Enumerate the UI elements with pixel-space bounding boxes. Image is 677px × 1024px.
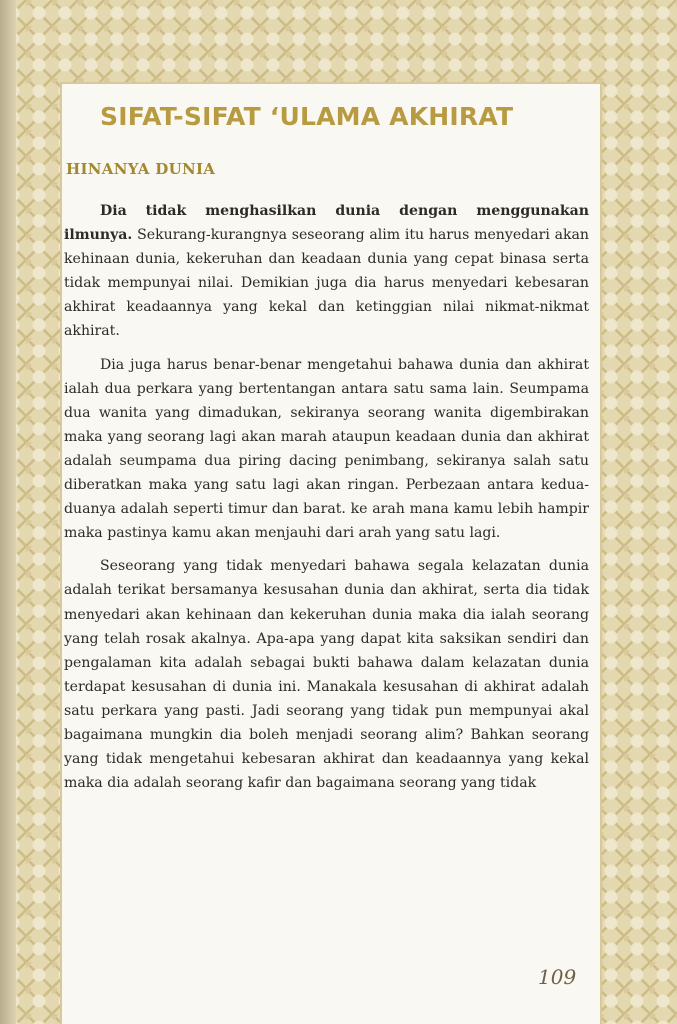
paragraph-3-text: Seseorang yang tidak menyedari bahawa segala kelazatan dunia adalah terikat bersamanya kesusahan dunia dan akhirat, serta dia tidak menyedari akan kehinaan dan kekeruhan dunia maka dia ialah seorang yang telah rosak akalnya. Apa-apa yang dapat kita saksikan sendiri dan pengalaman kita adalah sebagai bukti bahawa dalam kelazatan dunia terdapat kesusahan di dunia ini. Manakala kesusahan di akhirat adalah satu perkara yang pasti. Jadi seorang yang tidak pun mempunyai akal bagaimana mungkin dia boleh menjadi seorang alim? Bahkan seorang yang tidak mengetahui kebesaran akhirat dan keadaannya yang kekal maka dia adalah seorang kafir dan bagaimana seorang yang tidak [64,558,589,792]
paragraph-3 [64,554,589,795]
paragraph-1-lead: Dia tidak menghasilkan dunia dengan menggunakan ilmunya. [64,203,589,244]
book-spine-shadow [0,0,16,1024]
paragraph-1-text: Sekurang-kurangnya seseorang alim itu harus menyedari akan kehinaan dunia, kekeruhan dan keadaan dunia yang cepat binasa serta tidak mempunyai nilai. Demikian juga dia harus menyedari kebesaran akhirat keadaannya yang kekal dan ketinggian nilai nikmat-nikmat akhirat. [64,227,589,340]
chapter-title: SIFAT-SIFAT ‘ULAMA AKHIRAT [100,102,514,131]
page-number: 109 [538,965,577,989]
body-text [64,199,589,804]
paragraph-2 [64,353,589,546]
section-subtitle: HINANYA DUNIA [66,160,216,178]
paragraph-2-text: Dia juga harus benar-benar mengetahui bahawa dunia dan akhirat ialah dua perkara yang bertentangan antara satu sama lain. Seumpama dua wanita yang dimadukan, sekiranya seorang wanita digembirakan maka yang seorang lagi akan marah ataupun keadaan dunia dan akhirat adalah seumpama dua piring dacing penimbang, sekiranya salah satu diberatkan maka yang satu lagi akan ringan. Perbezaan antara kedua-duanya adalah seperti timur dan barat. ke arah mana kamu lebih hampir maka pastinya kamu akan menjauhi dari arah yang satu lagi. [64,356,589,542]
paragraph-1 [64,199,589,344]
